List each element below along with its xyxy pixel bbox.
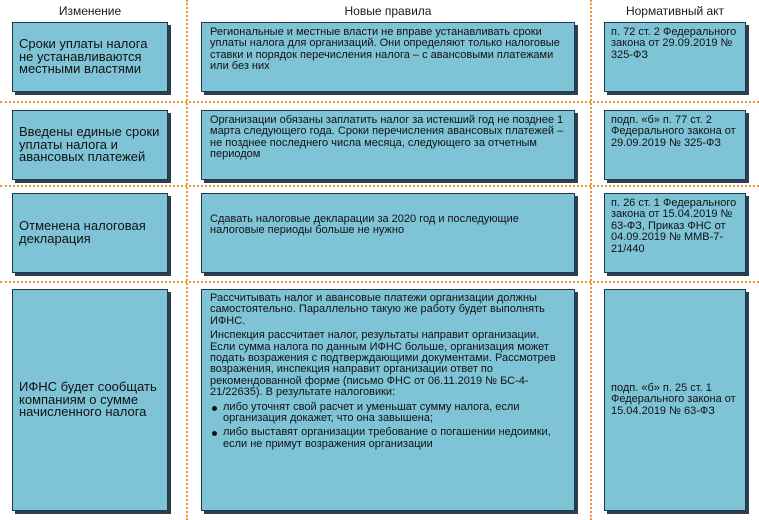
row-4-rule-paragraph: Инспекция рассчитает налог, результаты направит организации. Если сумма налога по данным ИФНС больше, организация может подать возражения с подтверждающими документами. Рассмотрев возражения, инспекция направит организации ответ по рекомендованной форме (письмо ФНС от 06.11.2019 № БС-4-21/22635). В результате налоговики: xyxy=(210,329,556,399)
row-4-rule-bullet: либо выставят организации требование о погашении недоимки, если не примут возражения организации xyxy=(210,427,566,450)
row-3-rule-text: Сдавать налоговые декларации за 2020 год и последующие налоговые периоды больше не нужно xyxy=(210,213,519,237)
row-2-act-cell xyxy=(604,110,746,180)
row-2-rule-cell xyxy=(201,110,575,180)
header-new-rules: Новые правила xyxy=(344,4,432,18)
row-2-change-text: Введены единые сроки уплаты налога и авансовых платежей xyxy=(19,124,160,165)
row-4-change-cell xyxy=(12,289,168,511)
header-change: Изменение xyxy=(58,4,122,18)
row-divider xyxy=(0,101,759,103)
row-4-rule-paragraph: Рассчитывать налог и авансовые платежи организации должны самостоятельно. Параллельно такую же работу будет выполнять ИФНС. xyxy=(210,292,545,327)
row-2-rule-text: Организации обязаны заплатить налог за истекший год не позднее 1 марта следующего года. Сроки перечисления авансовых платежей – не позднее последнего числа месяца, следующего за отчетным периодом xyxy=(210,114,564,161)
row-4-act-text: подп. «б» п. 25 ст. 1 Федерального закона от 15.04.2019 № 63-ФЗ xyxy=(611,381,736,417)
row-4-rule-cell xyxy=(201,289,575,511)
row-3-change-text: Отменена налоговая декларация xyxy=(19,218,146,246)
row-3-change-cell xyxy=(12,193,168,273)
row-1-act-text: п. 72 ст. 2 Федерального закона от 29.09.2019 № 325-ФЗ xyxy=(611,26,737,61)
row-3-act-text: п. 26 ст. 1 Федерального закона от 15.04.2019 № 63-ФЗ, Приказ ФНС от 04.09.2019 № ММВ-7-21/440 xyxy=(611,197,737,255)
column-divider xyxy=(186,0,188,520)
row-1-change-text: Сроки уплаты налога не устанавливаются местными властями xyxy=(19,36,148,77)
column-divider xyxy=(590,0,592,520)
row-1-rule-cell xyxy=(201,22,575,92)
row-3-rule-cell xyxy=(201,193,575,273)
row-divider xyxy=(0,185,759,187)
row-1-change-cell xyxy=(12,22,168,92)
row-1-rule-text: Региональные и местные власти не вправе устанавливать сроки уплаты налога для организаций. Они определяют только налоговые ставки и порядок перечисления налога – с авансовыми платежами или без них xyxy=(210,26,560,73)
row-4-act-cell xyxy=(604,289,746,511)
row-divider xyxy=(0,281,759,283)
header-normative-act: Нормативный акт xyxy=(625,4,725,18)
row-4-change-text: ИФНС будет сообщать компаниям о сумме начисленного налога xyxy=(19,379,157,420)
row-3-act-cell xyxy=(604,193,746,273)
row-2-act-text: подп. «б» п. 77 ст. 2 Федерального закона от 29.09.2019 № 325-ФЗ xyxy=(611,114,736,149)
row-1-act-cell xyxy=(604,22,746,92)
row-2-change-cell xyxy=(12,110,168,180)
row-4-rule-bullet: либо уточнят свой расчет и уменьшат сумму налога, если организация докажет, что она завышена; xyxy=(210,402,566,425)
